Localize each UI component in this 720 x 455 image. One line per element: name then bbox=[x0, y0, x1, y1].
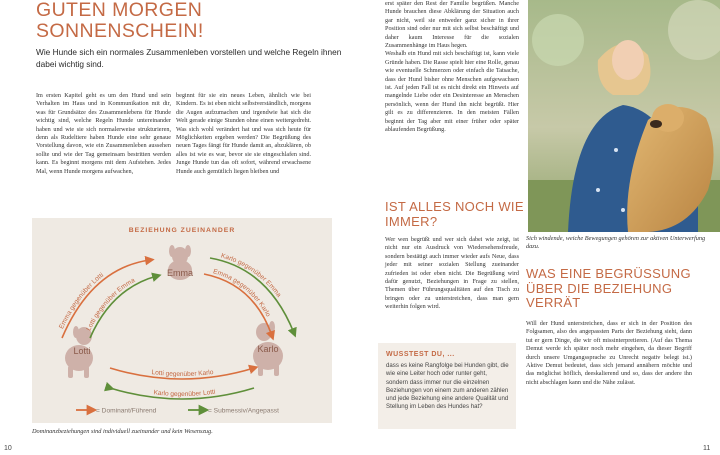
tip-heading: WUSSTEST DU, ... bbox=[386, 351, 455, 358]
heading-begruessung: WAS EINE BEGRÜSSUNG ÜBER DIE BEZIEHUNG VERRÄT bbox=[526, 266, 691, 310]
photo-woman-with-dog bbox=[528, 0, 720, 232]
legend-dominant: = Dominant/Führend bbox=[96, 407, 157, 415]
diagram-caption: Dominanzbeziehungen sind individuell zueinander und kein Wesenszug. bbox=[32, 428, 213, 435]
dog-emma-label: Emma bbox=[166, 268, 194, 278]
svg-text:Lotti gegenüber Karlo bbox=[151, 369, 214, 378]
right-body-right: Will der Hund unterstreichen, dass er sich in der Position des Folgsamen, also des angepassten Parts der Beziehung sieht, dann tut er gern Dinge, die wir oft missinterpretieren. (Auf das Thema Demut werde ich später noch mehr eingehen, da dieser Begriff durch unsere Umgangssprache zu Unrecht negativ belegt ist.) Aktive Demut bedeutet, dass sich jemand annähern möchte und das möglichst höflich, deeskalierend und so, dass der andere ihn nicht abschlagen kann und die Nähe zulässt. bbox=[526, 320, 692, 386]
svg-text:Karlo gegenüber Lotti bbox=[153, 389, 216, 398]
tip-box bbox=[378, 343, 516, 429]
relationship-diagram bbox=[32, 218, 332, 423]
label-lotti-emma: Lotti gegenüber Emma bbox=[85, 276, 137, 333]
label-karlo-lotti: Karlo gegenüber Lotti bbox=[153, 388, 216, 399]
right-body-top: erst später den Rest der Familie begrüßen. Manche Hunde brauchen diese Abklärung der Situation auch gar nicht, weil sie entweder ganz sicher in ihrer Position sind oder nur mit sich selbst beschäftigt und daher kaum Interesse für die sozialen Zusammenhänge im Haus hegen. Weshalb ein Hund mit sich beschäftigt ist, kann viele Gründe haben. Die Rasse spielt hier eine Rolle, genau wie eventuelle Schmerzen oder einfach die Tatsache, dass der Hund bisher ohne Menschen aufgewachsen ist. Auf jeden Fall ist es nicht direkt ein Hinweis auf mangelnde Liebe oder ein Desinteresse an Menschen persönlich, wenn der Hund ihn nicht begrüßt. Hier gilt es zu differenzieren. In den meisten Fällen beginnt der Tag aber mit einer früher oder später ablaufenden Begrüßung. bbox=[385, 0, 519, 134]
heading-ist-alles: IST ALLES NOCH WIE IMMER? bbox=[385, 199, 524, 229]
right-body-mid: Wer wen begrüßt und wer sich dabei wie zeigt, ist nicht nur ein Ausdruck von Wiedersehensfreude, sondern bestätigt auch immer wieder aufs Neue, dass jeder mit seiner sozialen Stellung zueinander zufrieden ist oder eben nicht. Die Begrüßung wird dafür genutzt, Beziehungen in Frage zu stellen, Themen über Führungsqualitäten auf den Tisch zu bringen oder zu unterstreichen, dass man gern weiterhin folgen wird. bbox=[385, 236, 519, 311]
subtitle: Wie Hunde sich ein normales Zusammenleben vorstellen und welche Regeln ihnen dabei wichtig sind. bbox=[36, 47, 342, 69]
dog-karlo-label: Karlo bbox=[257, 344, 279, 354]
page-title: GUTEN MORGEN SONNENSCHEIN! bbox=[36, 0, 204, 42]
legend-submissive: = Submessiv/Angepasst bbox=[208, 407, 279, 415]
label-emma-karlo: Emma gegenüber Karlo bbox=[212, 268, 272, 319]
page-number-right: 11 bbox=[703, 445, 711, 452]
diagram-title: BEZIEHUNG ZUEINANDER bbox=[128, 227, 236, 234]
page-number-left: 10 bbox=[4, 445, 12, 452]
body-column-1: Im ersten Kapitel geht es um den Hund und sein Verhalten im Haus und in Kommunikation mit dir, was für Grundsätze des Zusammenlebens für Hunde wichtig sind, welche Regeln Hunde untereinander haben und wie sie sich normalerweise strukturieren, denn als Rudeltiere haben Hunde eine sehr genaue Vorstellung davon, wie ein Zusammenleben aussehen sollte und wie der Tag gemeinsam bestritten werden kann. Es beginnt morgens mit dem Aufstehen. Jedes Mal, wenn Hunde morgens aufwachen, bbox=[36, 92, 171, 175]
dog-lotti-label: Lotti bbox=[73, 346, 91, 356]
body-column-2: beginnt für sie ein neues Leben, ähnlich wie bei Kindern. Es ist eben nicht selbstverständlich, morgens die Augen aufzumachen und irgendwie hat sich die Welt gerade einige Stunden ohne einen weitergedreht. Was sich wohl verändert hat und was sich heute für Möglichkeiten ergeben werden? Die Begrüßung des neuen Tages fängt für Hunde damit an, abzuklären, ob alles ist wie es war, bevor sie sie eingeschlafen sind. Junge Hunde tun das oft sofort, während erwachsene Hunde auch gemütlich liegen bleiben und bbox=[176, 92, 311, 175]
label-emma-lotti: Emma gegenüber Lotti bbox=[58, 271, 106, 331]
label-karlo-emma: Karlo gegenüber Emma bbox=[220, 252, 283, 299]
photo-caption: Sich windende, weiche Bewegungen gehören zur aktiven Unterwerfung dazu. bbox=[526, 235, 706, 250]
tip-text: dass es keine Rangfolge bei Hunden gibt, die wie eine Leiter hoch oder runter geht, sondern dass immer nur die einzelnen Beziehungen von einem zum anderen zählen und jede Beziehung eine andere Qualität und Stellung im Leben des Hundes hat? bbox=[386, 362, 509, 411]
label-lotti-karlo: Lotti gegenüber Karlo bbox=[151, 368, 214, 379]
